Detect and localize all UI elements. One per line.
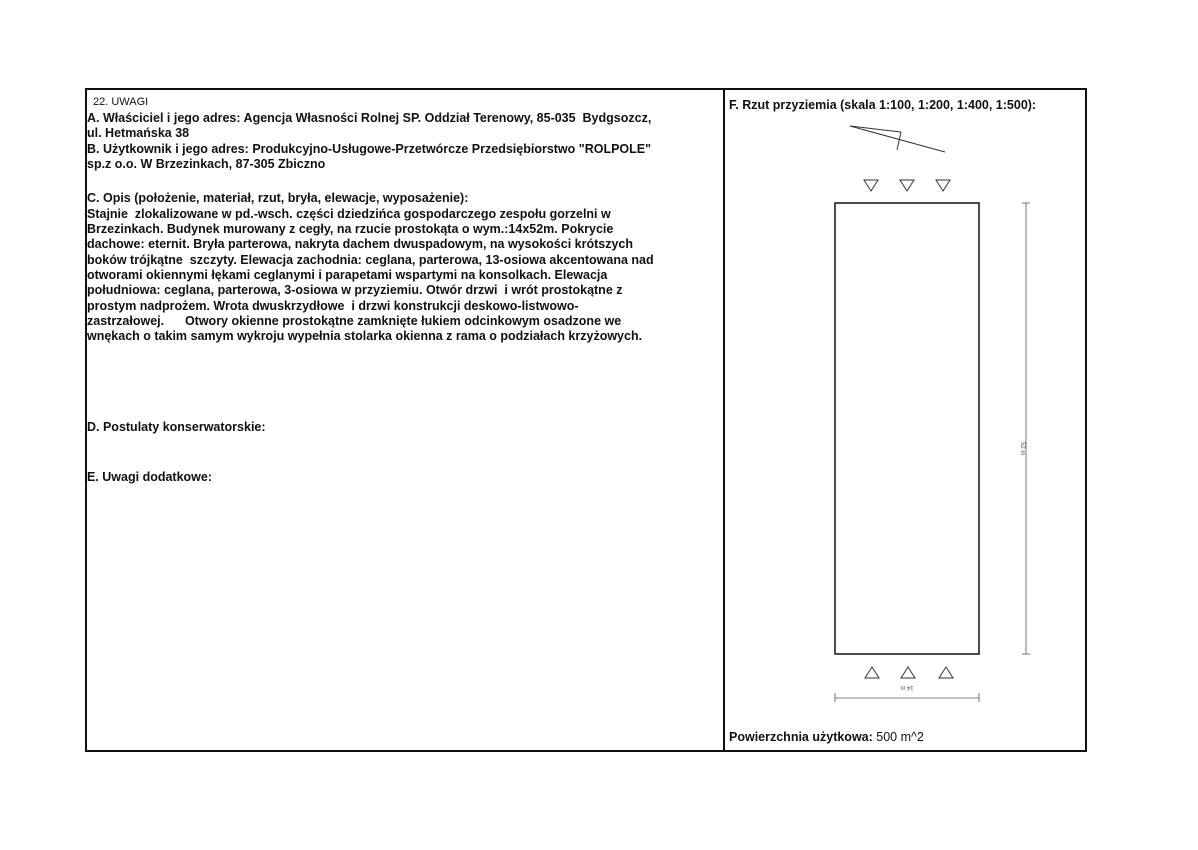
plan-title: F. Rzut przyziemia (skala 1:100, 1:200, 1:400, 1:500): [729, 98, 1037, 112]
description-line: południowa: ceglana, parterowa, 3-osiowa w przyziemiu. Otwór drzwi i wrót prostokątne z [87, 283, 623, 297]
dimension-line-long [1022, 203, 1030, 654]
remarks-column [87, 90, 723, 750]
postulates-heading: D. Postulaty konserwatorskie: [87, 420, 266, 434]
building-outline [835, 203, 979, 654]
usable-area-value: 500 m^2 [876, 730, 924, 744]
description-line: wnękach o takim samym wykroju wypełnia stolarka okienna z rama o podziałach krzyżowych. [87, 329, 643, 343]
remarks-heading: E. Uwagi dodatkowe: [87, 470, 213, 484]
usable-area-label: Powierzchnia użytkowa: [729, 730, 873, 744]
description-line: Stajnie zlokalizowane w pd.-wsch. części dziedzińca gospodarczego zespołu gorzelni w [87, 207, 611, 221]
description-line: zastrzałowej. Otwory okienne prostokątne zamknięte łukiem odcinkowym osadzone we [87, 314, 622, 328]
dimension-line-short [835, 693, 979, 702]
description-line: dachowe: eternit. Bryła parterowa, nakryta dachem dwuspadowym, na wysokości krótszych [87, 237, 634, 251]
description-heading: C. Opis (położenie, materiał, rzut, bryła, elewacje, wyposażenie): [87, 191, 469, 205]
section-number: 22. UWAGI [93, 96, 149, 108]
user-line-2: sp.z o.o. W Brzezinkach, 87-305 Zbiczno [87, 157, 326, 171]
owner-line-2: ul. Hetmańska 38 [87, 126, 190, 140]
description-line: Brzezinkach. Budynek murowany z cegły, na rzucie prostokąta o wym.:14x52m. Pokrycie [87, 222, 614, 236]
dimension-label-long: 52 m [1019, 442, 1025, 456]
entrance-markers-top [864, 180, 950, 191]
plan-column [725, 90, 1085, 750]
form-sheet [85, 88, 1087, 752]
usable-area [729, 730, 924, 744]
user-line-1: B. Użytkownik i jego adres: Produkcyjno-Usługowe-Przetwórcze Przedsiębiorstwo "ROLPOLE" [87, 142, 652, 156]
owner-line-1: A. Właściciel i jego adres: Agencja Własności Rolnej SP. Oddział Terenowy, 85-035 Bydgsozcz, [87, 111, 652, 125]
north-arrow-icon [850, 126, 945, 152]
floor-plan-drawing [725, 90, 1087, 754]
description-line: otworami okiennymi łękami ceglanymi i parapetami wspartymi na konsolkach. Elewacja [87, 268, 608, 282]
dimension-label-short: 14 m [900, 684, 914, 690]
entrance-markers-bottom [865, 667, 953, 678]
description-line: boków trójkątne szczyty. Elewacja zachodnia: ceglana, parterowa, 13-osiowa akcentowana nad [87, 253, 654, 267]
description-line: prostym nadprożem. Wrota dwuskrzydłowe i drzwi konstrukcji deskowo-listwowo- [87, 299, 579, 313]
